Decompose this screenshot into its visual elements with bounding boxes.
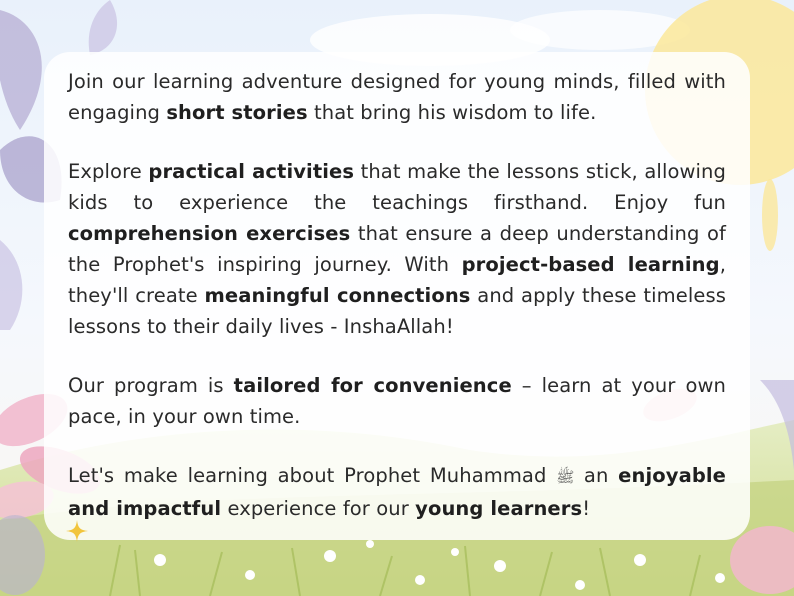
highlight-young-learners: young learners (415, 497, 583, 520)
convenience-paragraph: Our program is tailored for convenience – learn at your own pace, in your own time. (68, 374, 726, 428)
activities-paragraph: Explore practical activities that make the lessons stick, allowing kids to experience the teachings firsthand. Enjoy fun comprehension exercises that ensure a deep understanding of the Prophet's inspiring journey. With project-based learning, they'll create meaningful connections and apply these timeless lessons to their daily lives - InshaAllah! (68, 160, 726, 338)
highlight-project-based-learning: project-based learning (461, 253, 720, 276)
highlight-tailored-for-convenience: tailored for convenience (233, 374, 512, 397)
highlight-enjoyable-impactful: enjoyable and impactful (68, 464, 726, 520)
highlight-comprehension-exercises: comprehension exercises (68, 222, 351, 245)
highlight-meaningful-connections: meaningful connections (204, 284, 471, 307)
highlight-short-stories: short stories (166, 101, 308, 124)
sparkle-icon (66, 520, 88, 542)
honorific-symbol: ﷺ (556, 468, 575, 486)
intro-paragraph: Join our learning adventure designed for young minds, filled with engaging short stories that bring his wisdom to life. (68, 70, 726, 124)
highlight-practical-activities: practical activities (148, 160, 355, 183)
closing-paragraph: Let's make learning about Prophet Muhammad ﷺ an enjoyable and impactful experience for our young learners! (68, 464, 726, 520)
description-text (68, 66, 726, 524)
